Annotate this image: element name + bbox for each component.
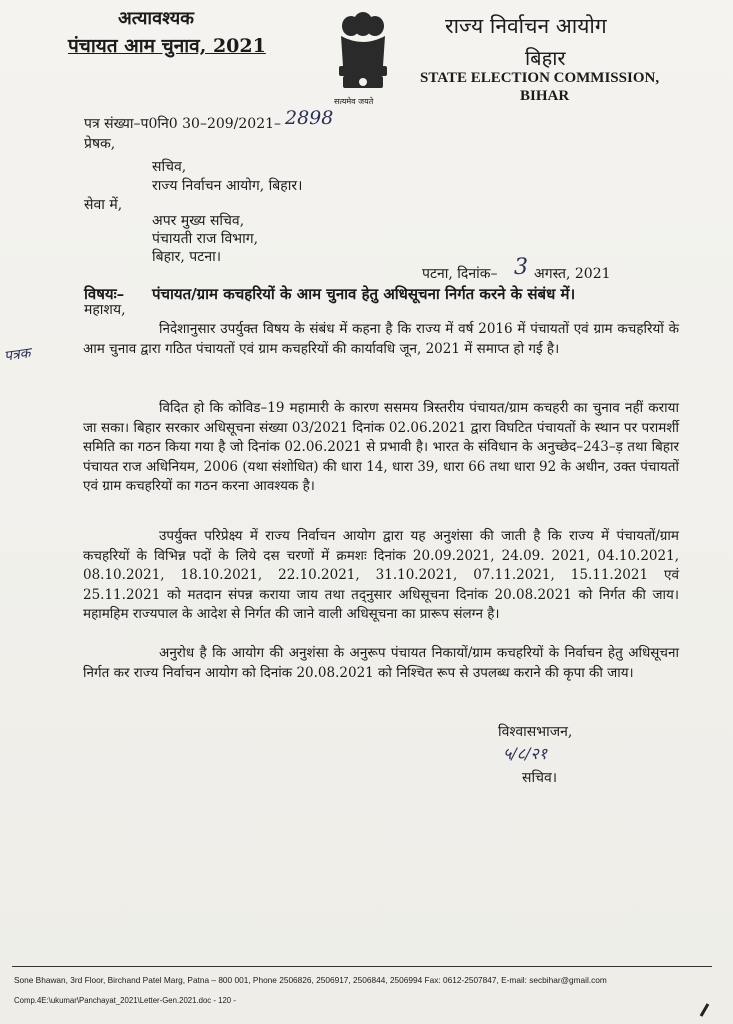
urgent-label: अत्यावश्यक: [118, 8, 194, 29]
recipient-label: सेवा में,: [84, 197, 123, 213]
paragraph-3: उपर्युक्त परिप्रेक्ष्य में राज्य निर्वाचन आयोग द्वारा यह अनुशंसा की जाती है कि राज्य में पंचायतों/ग्राम कचहरियों के विभिन्न पदों के लिये दस चरणों में क्रमशः दिनांक 20.09.2021, 24.09. 2021, 04.10.2021, 08.10.2021, 18.10.2021, 22.10.2021, 31.10.2021, 07.11.2021, 15.11.2021 एवं 25.11.2021 को मतदान संपन्न कराया जाय तथा तद्नुसार अधिसूचना दिनांक 20.08.2021 को निर्गत की जाय। महामहिम राज्यपाल के आदेश से निर्गत की जाने वाली अधिसूचना का प्रारूप संलग्न है।: [83, 528, 679, 622]
paragraph-2: विदित हो कि कोविड–19 महामारी के कारण ससमय त्रिस्तरीय पंचायत/ग्राम कचहरी का चुनाव नहीं कराया जा सका। बिहार सरकार अधिसूचना संख्या 03/2021 दिनांक 02.06.2021 द्वारा विघटित पंचायतों के स्थान पर परामर्शी समिति का गठन किया गया है जो दिनांक 02.06.2021 से प्रभावी है। भारत के संविधान के अनुच्छेद–243–ड़ तथा बिहार पंचायत राज अधिनियम, 2006 (यथा संशोधित) की धारा 14, धारा 39, धारा 66 तथा धारा 92 के अधीन, उक्त पंचायतों एवं ग्राम कचहरियों का गठन करना आवश्यक है।: [83, 400, 679, 494]
sender-designation: सचिव,: [152, 159, 187, 175]
margin-note: पत्रक: [3, 345, 32, 365]
letter-date-suffix: अगस्त, 2021: [534, 266, 611, 282]
emblem-motto: सत्यमेव जयते: [334, 97, 374, 106]
state-emblem-icon: [333, 8, 393, 106]
paragraph-4: अनुरोध है कि आयोग की अनुशंसा के अनुरूप पंचायत निकायों/ग्राम कचहरियों के निर्वाचन हेतु अधिसूचना निर्गत कर राज्य निर्वाचन आयोग को दिनांक 20.08.2021 को निश्चित रूप से उपलब्ध कराने की कृपा की जाय।: [83, 645, 679, 681]
salutation: महाशय,: [84, 302, 126, 318]
letter-date-prefix: पटना, दिनांक–: [422, 266, 498, 282]
sender-office: राज्य निर्वाचन आयोग, बिहार।: [152, 178, 303, 194]
reference-number: पत्र संख्या–प0नि0 30–209/2021–: [84, 116, 282, 132]
subject-label: विषयः–: [84, 285, 125, 303]
sender-label: प्रेषक,: [84, 136, 116, 152]
closing-text: विश्वासभाजन,: [498, 724, 573, 740]
commission-name-english: STATE ELECTION COMMISSION,: [420, 70, 660, 86]
paragraph-1: निदेशानुसार उपर्युक्त विषय के संबंध में कहना है कि राज्य में वर्ष 2016 में पंचायतों एवं ग्राम कचहरियों के आम चुनाव द्वारा गठित पंचायतों एवं ग्राम कचहरियों की कार्यावधि जून, 2021 में समाप्त हो गई है।: [83, 321, 679, 357]
election-title: पंचायत आम चुनाव, 2021: [68, 35, 266, 57]
footer-file-path: Comp.4E:\ukumar\Panchayat_2021\Letter-Gen.2021.doc - 120 -: [14, 996, 236, 1005]
state-name-hindi: बिहार: [525, 46, 566, 70]
reference-handwritten-number: 2898: [285, 107, 334, 129]
commission-name-hindi: राज्य निर्वाचन आयोग: [445, 14, 607, 38]
footer-divider: [12, 966, 712, 967]
handwritten-signature: ५/८/२१: [503, 744, 548, 763]
pen-mark: [700, 1003, 710, 1017]
footer-address: Sone Bhawan, 3rd Floor, Birchand Patel Marg, Patna – 800 001, Phone 2506826, 2506917, 2506844, 2506994 Fax: 0612-2507847, E-mail: secbihar@gmail.com: [14, 975, 607, 985]
recipient-place: बिहार, पटना।: [152, 249, 222, 265]
letter-date-handwritten: 3: [514, 255, 528, 280]
state-name-english: BIHAR: [520, 88, 570, 104]
signatory-designation: सचिव।: [522, 770, 558, 786]
recipient-department: पंचायती राज विभाग,: [152, 231, 259, 247]
recipient-designation: अपर मुख्य सचिव,: [152, 213, 245, 229]
subject-text: पंचायत/ग्राम कचहरियों के आम चुनाव हेतु अधिसूचना निर्गत करने के संबंध में।: [152, 285, 576, 303]
